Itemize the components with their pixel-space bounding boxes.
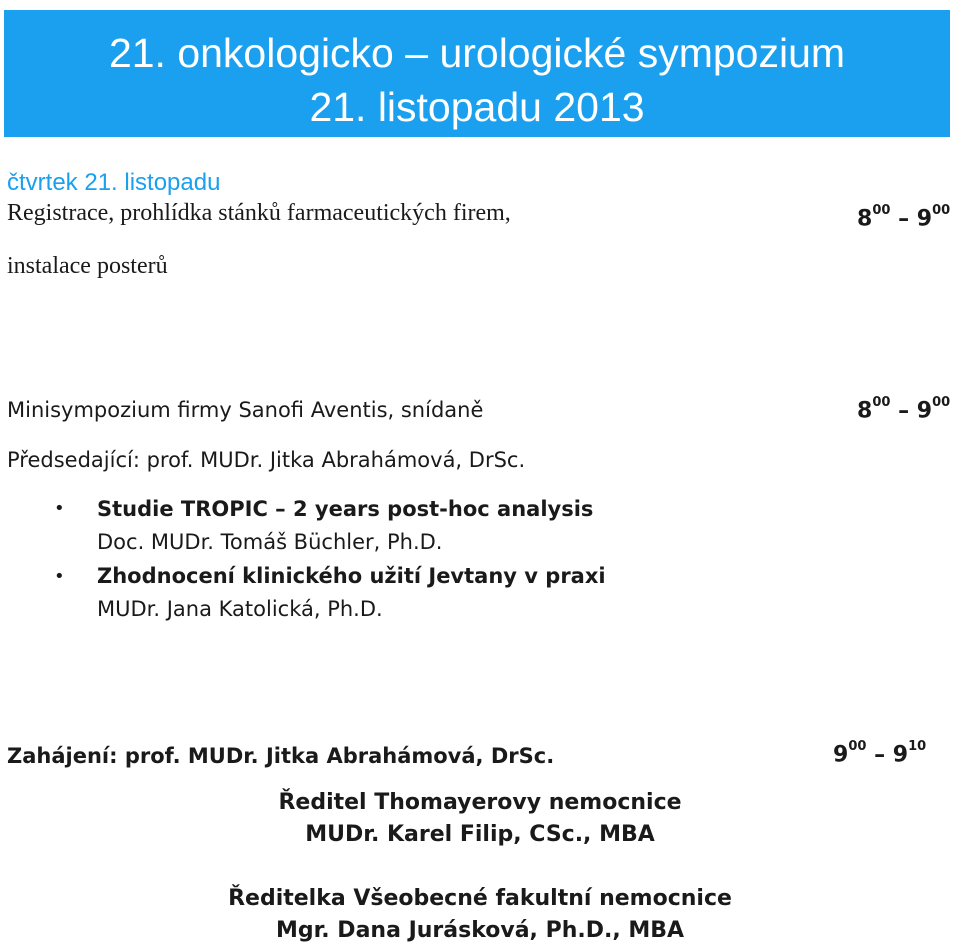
registration-line2: instalace posterů	[7, 253, 168, 279]
opening-time: $9^{00} - 9^{10}$	[833, 739, 927, 768]
talk-title: Zhodnocení klinického užití Jevtany v praxi	[97, 564, 606, 588]
chairperson: Předsedající: prof. MUDr. Jitka Abrahámová, DrSc.	[7, 448, 526, 472]
guest-name: MUDr. Karel Filip, CSc., MBA	[305, 822, 655, 847]
talk-bullet: •	[54, 498, 65, 519]
symposium-title: 21. onkologicko – urologické sympozium	[108, 30, 846, 76]
guest-role: Ředitel Thomayerovy nemocnice	[278, 790, 682, 815]
minisymposium-title: Minisympozium firmy Sanofi Aventis, snídaně	[7, 398, 484, 422]
minisymposium-time: $8^{00} - 9^{00}$	[857, 395, 951, 424]
talk-speaker: MUDr. Jana Katolická, Ph.D.	[97, 597, 383, 621]
guest-role: Ředitelka Všeobecné fakultní nemocnice	[228, 886, 732, 911]
header-banner	[4, 10, 950, 137]
guest-name: Mgr. Dana Jurásková, Ph.D., MBA	[275, 918, 685, 943]
symposium-date: 21. listopadu 2013	[309, 84, 645, 130]
talk-bullet: •	[54, 566, 65, 587]
registration-line1: Registrace, prohlídka stánků farmaceutických firem,	[7, 200, 511, 226]
registration-time: $8^{00} - 9^{00}$	[857, 203, 951, 232]
talk-speaker: Doc. MUDr. Tomáš Büchler, Ph.D.	[97, 530, 443, 554]
day-label: čtvrtek 21. listopadu	[7, 169, 221, 196]
talk-title: Studie TROPIC – 2 years post-hoc analysis	[97, 497, 594, 521]
opening-title: Zahájení: prof. MUDr. Jitka Abrahámová, DrSc.	[7, 744, 555, 768]
